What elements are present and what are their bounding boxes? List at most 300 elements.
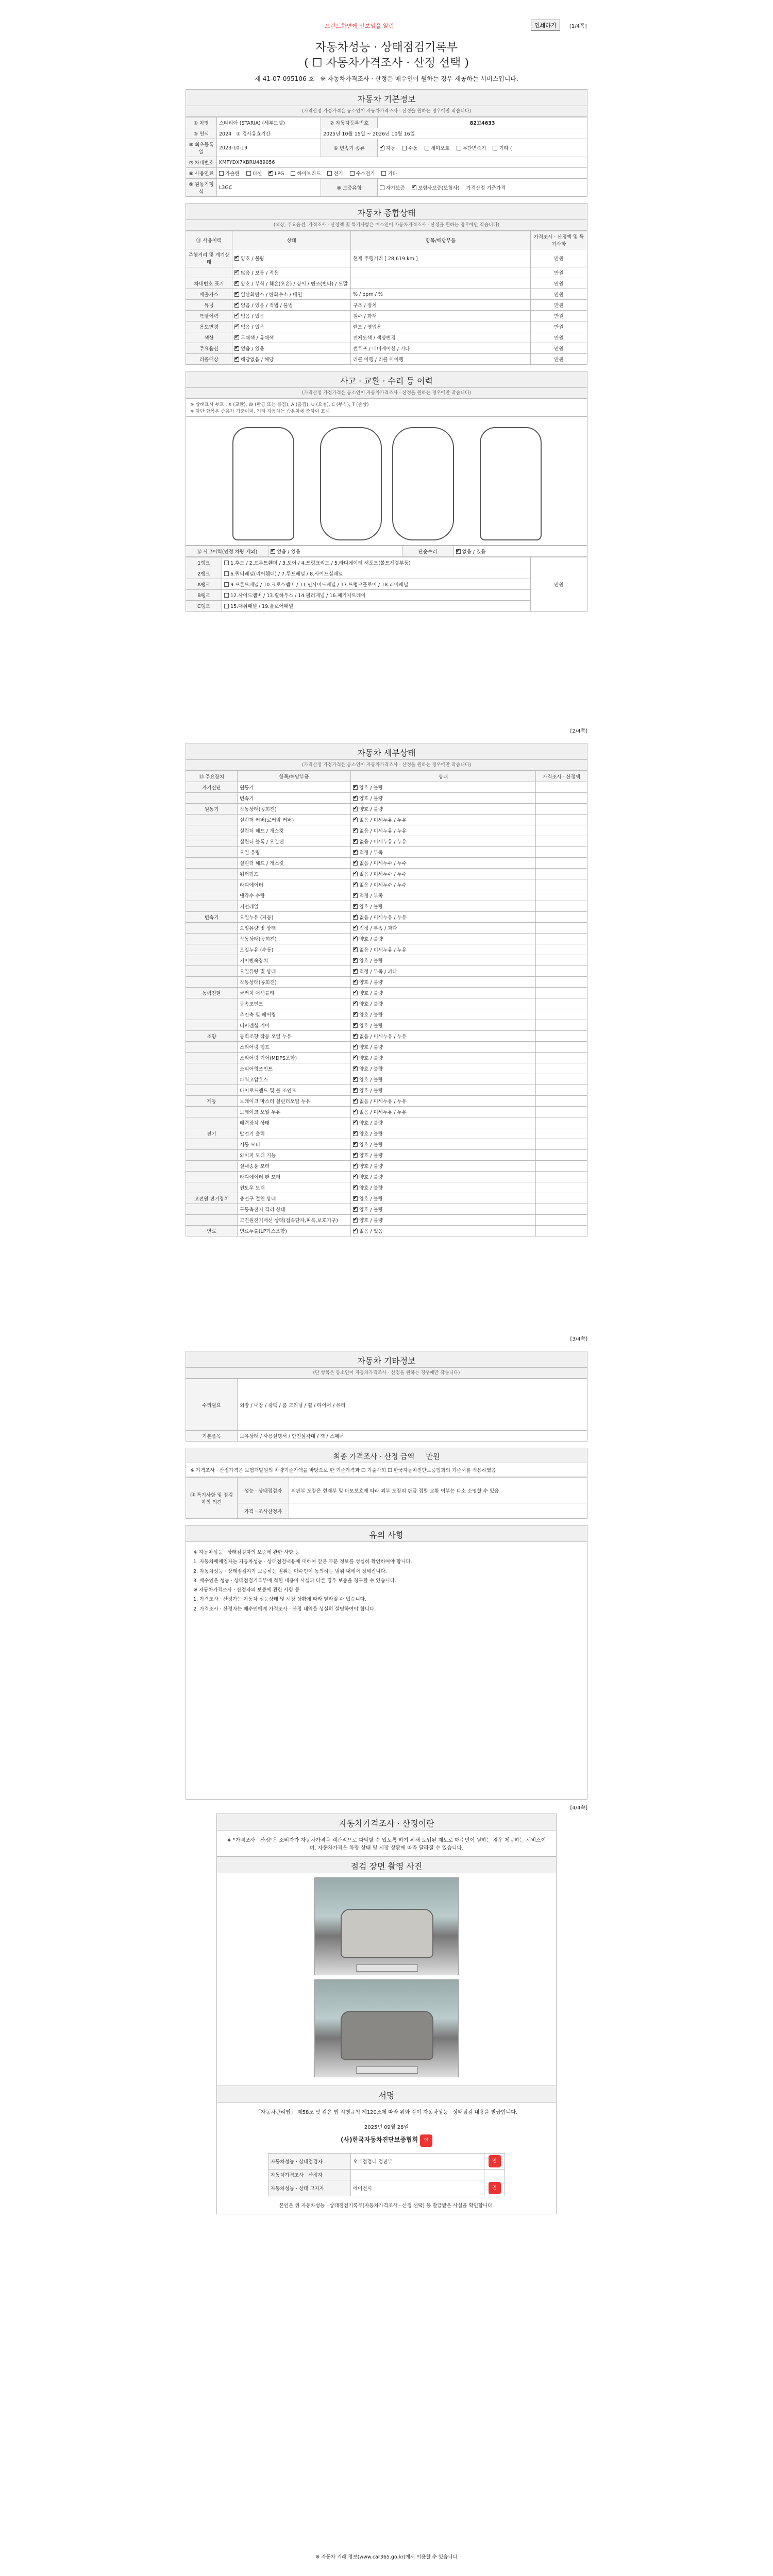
detail-item: 냉각수 수량 — [238, 890, 351, 901]
option-label: 없음 / 미세누수 / 누수 — [359, 872, 407, 877]
detail-row — [186, 1172, 587, 1182]
detail-group: 조향 — [186, 1031, 238, 1042]
detail-item: 변속기 — [238, 793, 351, 804]
detail-group: 제동 — [186, 1096, 238, 1107]
detail-item: 라디에이터 — [238, 879, 351, 890]
other-info-table — [186, 1379, 587, 1442]
checkbox — [353, 1164, 358, 1168]
option-label: 양호 / 불량 — [359, 1207, 383, 1213]
car-diagram — [186, 417, 587, 546]
detail-item: 추진축 및 베어링 — [238, 1009, 351, 1020]
frame-items-text: 6.쿼터패널(리어휀더) / 7.루프패널 / 8.사이드실패널 — [230, 571, 343, 577]
detail-price — [536, 858, 587, 869]
option-label: 기타 ( — [499, 146, 512, 151]
checkbox — [353, 872, 358, 876]
frame-rank-items — [222, 590, 531, 601]
notice-body — [186, 1542, 587, 1800]
summary-row-detail: 전체도색 / 색상변경 — [351, 332, 531, 343]
summary-row-label: 리콜대상 — [186, 354, 232, 365]
detail-row — [186, 1161, 587, 1172]
detail-price — [536, 912, 587, 923]
checkbox — [353, 1175, 358, 1179]
frame-rank-items — [222, 557, 531, 568]
checkbox — [353, 991, 358, 995]
detail-price — [536, 1161, 587, 1172]
detail-group — [186, 1063, 238, 1074]
checkbox — [353, 839, 358, 844]
detail-price — [536, 977, 587, 988]
checkbox — [224, 582, 229, 587]
option-label: 양호 / 불량 — [359, 1196, 383, 1202]
detail-item: 라디에이터 팬 모터 — [238, 1172, 351, 1182]
checkbox — [353, 1099, 358, 1104]
page-indicator-2: [2/4쪽] — [570, 728, 587, 734]
detail-state — [351, 1096, 536, 1107]
detail-state — [351, 890, 536, 901]
detail-row — [186, 912, 587, 923]
detail-item: 시동 모터 — [238, 1139, 351, 1150]
detail-item: 구동축전지 격리 상태 — [238, 1204, 351, 1215]
checkbox — [457, 146, 461, 150]
detail-item: 와이퍼 모터 기능 — [238, 1150, 351, 1161]
org-stamp: 인 — [420, 2134, 432, 2147]
detail-state — [351, 998, 536, 1009]
detail-group — [186, 890, 238, 901]
opinion-label: ⑭ 특기사항 및 점검자의 의견 — [186, 1478, 238, 1519]
summary-row-state — [232, 289, 351, 300]
detail-state — [351, 1009, 536, 1020]
detail-item: 충전구 절연 상태 — [238, 1193, 351, 1204]
detail-state — [351, 1172, 536, 1182]
option-label: 없음 / 미세누유 / 누유 — [359, 818, 407, 823]
option-label: 양호 / 불량 — [359, 1066, 383, 1072]
summary-row-state — [232, 300, 351, 311]
summary-row — [186, 267, 587, 278]
detail-row — [186, 944, 587, 955]
option-label: 적정 / 부족 — [359, 850, 383, 856]
detail-item: 발전기 출력 — [238, 1128, 351, 1139]
checkbox — [353, 861, 358, 866]
engine-value: L3GC — [217, 179, 321, 197]
detail-item: 브레이크 마스터 실린더오일 누유 — [238, 1096, 351, 1107]
detail-row — [186, 1009, 587, 1020]
detail-item: 동력조향 작동 오일 누유 — [238, 1031, 351, 1042]
summary-row — [186, 321, 587, 332]
checkbox — [353, 937, 358, 941]
sign-head: 서명 — [217, 2086, 556, 2103]
option-label: 양호 / 부식 / 훼손(오손) / 상이 / 변조(변타) / 도말 — [241, 281, 348, 287]
opinion-value — [289, 1503, 587, 1519]
notice-head: 유의 사항 — [186, 1525, 587, 1542]
option-label: 없음 / 미세누유 / 누유 — [359, 947, 407, 953]
stamp-cell — [484, 2180, 505, 2196]
detail-price — [536, 815, 587, 825]
summary-row-state — [232, 332, 351, 343]
option-label: 하이브리드 — [297, 171, 321, 177]
detail-group — [186, 815, 238, 825]
detail-row — [186, 1226, 587, 1236]
summary-row — [186, 278, 587, 289]
repair-need-items: 외장 / 내장 / 광택 / 룸 크리닝 / 휠 / 타이어 / 유리 — [238, 1379, 587, 1431]
detail-group — [186, 1085, 238, 1096]
car-left-side — [232, 427, 294, 540]
detail-group: 고전원 전기장치 — [186, 1193, 238, 1204]
option-label: 없음 / 있음 — [241, 314, 264, 319]
car-shape — [341, 1909, 433, 1958]
frame-rank-label: C랭크 — [186, 601, 222, 612]
detail-group — [186, 998, 238, 1009]
detail-row — [186, 869, 587, 879]
detail-state — [351, 804, 536, 815]
detail-item: 배력장치 상태 — [238, 1117, 351, 1128]
detail-state — [351, 977, 536, 988]
detail-item: 디퍼렌셜 기어 — [238, 1020, 351, 1031]
sign-text: 「자동차관리법」 제58조 및 같은 법 시행규칙 제120조에 따라 위와 같이 자동차성능 · 상태점검 내용을 발급합니다. — [255, 2110, 518, 2115]
detail-price — [536, 1020, 587, 1031]
checkbox — [381, 171, 386, 176]
detail-item: 실내송풍 모터 — [238, 1161, 351, 1172]
checkbox — [353, 850, 358, 855]
detail-row — [186, 1107, 587, 1117]
vin-label: ⑦ 차대번호 — [186, 157, 217, 168]
option-label: 양호 / 불량 — [359, 1175, 383, 1180]
summary-row — [186, 332, 587, 343]
detail-price — [536, 1172, 587, 1182]
option-label: 양호 / 불량 — [359, 991, 383, 996]
checkbox — [353, 1056, 358, 1060]
summary-row-state — [232, 343, 351, 354]
inspection-photo-rear — [314, 1979, 459, 2077]
detail-price — [536, 1215, 587, 1226]
summary-row-detail: 썬루프 / 네비게이션 / 기타 — [351, 343, 531, 354]
info-head: 자동차가격조사 · 산정이란 — [217, 1814, 556, 1831]
detail-state — [351, 815, 536, 825]
detail-group: 연료 — [186, 1226, 238, 1236]
option-label: 양호 / 불량 — [359, 1121, 383, 1126]
transmission-label: ⑥ 변속기 종류 — [321, 139, 378, 157]
detail-price — [536, 934, 587, 944]
detail-group — [186, 944, 238, 955]
option-label: 없음 / 미세누유 / 누유 — [359, 1034, 407, 1040]
detail-item: 오일누유 (수동) — [238, 944, 351, 955]
doc-no: 41-07-095106 — [262, 75, 307, 82]
doc-title — [186, 40, 587, 71]
option-label: 양호 / 불량 — [359, 937, 383, 942]
page-3 — [186, 1336, 587, 1800]
detail-item: 스티어링조인트 — [238, 1063, 351, 1074]
frame-rank-note: 만원 — [531, 557, 587, 612]
detail-state — [351, 1204, 536, 1215]
frame-rank-items — [222, 568, 531, 579]
option-label: 기타 — [388, 171, 397, 177]
detail-price — [536, 1085, 587, 1096]
option-label: 양호 / 불량 — [359, 1153, 383, 1159]
detail-item: 커먼레일 — [238, 901, 351, 912]
col-header: 가격조사 · 산정액 및 특기사항 — [531, 231, 587, 249]
summary-row-detail: 구조 / 장치 — [351, 300, 531, 311]
checkbox — [271, 549, 275, 554]
detail-group — [186, 1182, 238, 1193]
detail-group — [186, 1074, 238, 1085]
detail-row — [186, 988, 587, 998]
detail-item: 윈도우 모터 — [238, 1182, 351, 1193]
basic-items-label: 기본품목 — [186, 1431, 238, 1442]
transmission-options — [378, 139, 587, 157]
checkbox — [234, 292, 239, 297]
frame-rank-row — [186, 557, 587, 568]
detail-state — [351, 782, 536, 793]
car-top-rear — [392, 427, 454, 540]
print-notice: 프린트화면에 안보임을 알림 — [325, 23, 394, 29]
detail-item: 실린더 헤드 / 개스킷 — [238, 825, 351, 836]
detail-price — [536, 836, 587, 847]
opinion-table — [186, 1477, 587, 1519]
page-1 — [186, 35, 587, 612]
checkbox — [234, 325, 239, 329]
checkbox — [234, 281, 239, 286]
option-label: 세미오토 — [430, 146, 450, 151]
option-label: 양호 / 불량 — [359, 1218, 383, 1224]
detail-state — [351, 1107, 536, 1117]
detail-group — [186, 1139, 238, 1150]
frame-rank-items — [222, 601, 531, 612]
option-label: 양호 / 불량 — [359, 785, 383, 791]
summary-row-label: 배출가스 — [186, 289, 232, 300]
summary-row-state — [232, 321, 351, 332]
signer-role: 자동차성능 · 상태 고지자 — [268, 2180, 351, 2196]
first-reg-label: ⑤ 최초등록일 — [186, 139, 217, 157]
notice-line: 3. 매수인은 성능 · 상태점검기록부에 적힌 내용이 사실과 다른 경우 보증을 청구할 수 있습니다. — [193, 1578, 396, 1584]
detail-group — [186, 858, 238, 869]
frame-rank-label: B랭크 — [186, 590, 222, 601]
detail-state — [351, 1128, 536, 1139]
detail-price — [536, 998, 587, 1009]
detail-group — [186, 836, 238, 847]
checkbox — [353, 807, 358, 811]
summary-row-state — [232, 278, 351, 289]
option-label: 없음 / 있음 — [277, 549, 300, 555]
print-button[interactable]: 인쇄하기 — [531, 20, 560, 31]
detail-row — [186, 1117, 587, 1128]
detail-item: 오일 유량 — [238, 847, 351, 858]
checkbox — [353, 958, 358, 963]
checkbox — [353, 1045, 358, 1049]
summary-row-detail: 렌트 / 영업용 — [351, 321, 531, 332]
option-label: 없음 / 미세누수 / 누수 — [359, 883, 407, 888]
option-label: 적정 / 부족 — [359, 893, 383, 899]
detail-group — [186, 923, 238, 934]
detail-group — [186, 869, 238, 879]
sign-org-line — [222, 2134, 551, 2147]
detail-row — [186, 1150, 587, 1161]
detail-price — [536, 1182, 587, 1193]
checkbox — [353, 1153, 358, 1158]
detail-group — [186, 847, 238, 858]
col-header: ⑪ 사용이력 — [186, 231, 232, 249]
detail-row — [186, 804, 587, 815]
detail-row — [186, 966, 587, 977]
signer-stamp: 인 — [489, 2155, 501, 2167]
detail-row — [186, 1020, 587, 1031]
detail-item: 연료누출(LP가스포함) — [238, 1226, 351, 1236]
detail-group: 변속기 — [186, 912, 238, 923]
option-label: 양호 / 불량 — [359, 1012, 383, 1018]
option-label: 양호 / 불량 — [359, 1164, 383, 1170]
detail-price — [536, 890, 587, 901]
opinion-value: 외판부 도장은 현재부 및 마모보호에 따라 외부 도장의 판금 접합 교환 여부는 다소 소명할 수 있음 — [289, 1478, 587, 1503]
summary-row — [186, 300, 587, 311]
detail-row — [186, 815, 587, 825]
detail-item: 등속조인트 — [238, 998, 351, 1009]
notice-line: ※ 자동차성능 · 상태점검자의 보증에 관한 사항 등 — [193, 1550, 300, 1555]
detail-item: 작동상태(공회전) — [238, 934, 351, 944]
summary-row-label: 주행거리 및 계기상태 — [186, 249, 232, 267]
detail-state — [351, 1117, 536, 1128]
option-label: 양호 / 불량 — [359, 1131, 383, 1137]
doc-number-line — [186, 74, 587, 83]
checkbox — [493, 146, 497, 150]
detail-row — [186, 793, 587, 804]
detail-state — [351, 825, 536, 836]
checkbox — [353, 883, 358, 887]
info-box — [216, 1814, 557, 2214]
summary-row-note: 만원 — [531, 354, 587, 365]
checkbox — [380, 185, 384, 190]
summary-row-detail: 침수 / 화재 — [351, 311, 531, 321]
summary-head: 자동차 종합상태 — [186, 203, 587, 220]
frame-items-text: 15.대쉬패널 / 19.플로어패널 — [230, 604, 294, 609]
detail-group — [186, 977, 238, 988]
signer-role: 자동차성능 · 상태점검자 — [268, 2154, 351, 2170]
detail-state — [351, 988, 536, 998]
plate-label: ② 자동차등록번호 — [321, 117, 378, 128]
warranty-label: ⑩ 보증유형 — [321, 179, 378, 197]
summary-note: (색상, 주요옵션, 가격조사 · 산정액 및 특기사항은 매소인이 자동차가격조사 · 산정을 원하는 경우에만 작습니다) — [186, 220, 587, 231]
engine-label: ⑨ 원동기형식 — [186, 179, 217, 197]
detail-item: 클러치 어셈블리 — [238, 988, 351, 998]
detail-state — [351, 1193, 536, 1204]
fuel-options — [217, 168, 587, 179]
detail-state — [351, 912, 536, 923]
checkbox — [327, 171, 332, 176]
detail-price — [536, 1031, 587, 1042]
frame-rank-row — [186, 568, 587, 579]
detail-state — [351, 1226, 536, 1236]
detail-price — [536, 847, 587, 858]
detail-group — [186, 1042, 238, 1053]
detail-group — [186, 1150, 238, 1161]
notice-line: 1. 가격조사 · 산정가는 자동차 성능상태 및 시장 상황에 따라 달라질 수 있습니다. — [193, 1597, 366, 1603]
detail-price — [536, 1139, 587, 1150]
signer-role: 자동차가격조사 · 산정자 — [268, 2170, 351, 2180]
accident-head: 사고 · 교환 · 수리 등 이력 — [186, 371, 587, 388]
detail-state — [351, 1161, 536, 1172]
checkbox — [353, 1066, 358, 1071]
stamp-cell — [484, 2170, 505, 2180]
basic-info-note: (가격산정 가정가격은 동소인이 자동차가격조사 · 산정을 원하는 경우에만 작습니다) — [186, 106, 587, 117]
checkbox — [353, 1185, 358, 1190]
detail-row — [186, 1193, 587, 1204]
detail-group — [186, 793, 238, 804]
col-header: 가격조사 · 산정액 — [536, 771, 587, 782]
option-label: 무단변속기 — [462, 146, 486, 151]
detail-item: 작동상태(공회전) — [238, 804, 351, 815]
price-basis-label: 가격산정 기준가격 — [466, 185, 506, 191]
detail-row — [186, 977, 587, 988]
option-label: 양호 / 불량 — [359, 980, 383, 986]
photo-head: 점검 장면 촬영 사진 — [217, 1856, 556, 1873]
sign-org: (사)한국자동차진단보증협회 — [341, 2136, 418, 2143]
checkbox — [456, 549, 461, 554]
summary-row — [186, 354, 587, 365]
car-top-front — [320, 427, 382, 540]
checkbox — [353, 1023, 358, 1028]
detail-price — [536, 1117, 587, 1128]
stamp-cell — [484, 2154, 505, 2170]
detail-row — [186, 847, 587, 858]
detail-item: 실린더 헤드 / 개스킷 — [238, 858, 351, 869]
frame-rank-row — [186, 601, 587, 612]
summary-row-note: 만원 — [531, 300, 587, 311]
summary-row — [186, 289, 587, 300]
car-shape — [341, 2011, 433, 2060]
detail-item: 실린더 블록 / 오일팬 — [238, 836, 351, 847]
detail-group: 원동기 — [186, 804, 238, 815]
option-label: 일산화탄소 / 탄화수소 / 매연 — [241, 292, 303, 298]
detail-price — [536, 944, 587, 955]
checkbox — [353, 1034, 358, 1039]
detail-group — [186, 1215, 238, 1226]
detail-price — [536, 793, 587, 804]
detail-group — [186, 1161, 238, 1172]
simple-repair-label: 단순수리 — [402, 546, 453, 557]
detail-note: (가격산정 가정가격은 동소인이 자동차가격조사 · 산정을 원하는 경우에만 작습니다) — [186, 760, 587, 771]
page-4 — [186, 1805, 587, 2214]
detail-price — [536, 782, 587, 793]
option-label: 양호 / 불량 — [359, 904, 383, 910]
checkbox — [234, 256, 239, 261]
top-bar — [186, 20, 587, 32]
basic-items: 보유상태 / 사용설명서 / 안전삼각대 / 잭 / 스패너 — [238, 1431, 587, 1442]
detail-row — [186, 1139, 587, 1150]
detail-price — [536, 804, 587, 815]
checkbox — [353, 904, 358, 909]
accident-options — [268, 546, 402, 557]
summary-row-state — [232, 354, 351, 365]
summary-row-label: 용도변경 — [186, 321, 232, 332]
car-name-label: ① 차명 — [186, 117, 217, 128]
detail-price — [536, 955, 587, 966]
detail-row — [186, 890, 587, 901]
detail-price — [536, 1042, 587, 1053]
frame-rank-label: 1랭크 — [186, 557, 222, 568]
title-line-1: 자동차성능 · 상태점검기록부 — [315, 41, 458, 54]
final-price-head — [186, 1448, 587, 1463]
detail-state — [351, 1215, 536, 1226]
detail-state — [351, 923, 536, 934]
detail-row — [186, 1063, 587, 1074]
detail-price — [536, 825, 587, 836]
detail-state — [351, 1063, 536, 1074]
accident-note: (가격산정 가정가격은 동소인이 자동차가격조사 · 산정을 원하는 경우에만 작습니다) — [186, 388, 587, 399]
detail-group — [186, 966, 238, 977]
inspect-period: 2025년 10월 15일 ~ 2026년 10월 16일 — [321, 128, 587, 139]
detail-price — [536, 1193, 587, 1204]
detail-state — [351, 1150, 536, 1161]
option-label: 없음 / 미세누수 / 누수 — [359, 861, 407, 867]
detail-state — [351, 793, 536, 804]
col-header: 상태 — [351, 771, 536, 782]
